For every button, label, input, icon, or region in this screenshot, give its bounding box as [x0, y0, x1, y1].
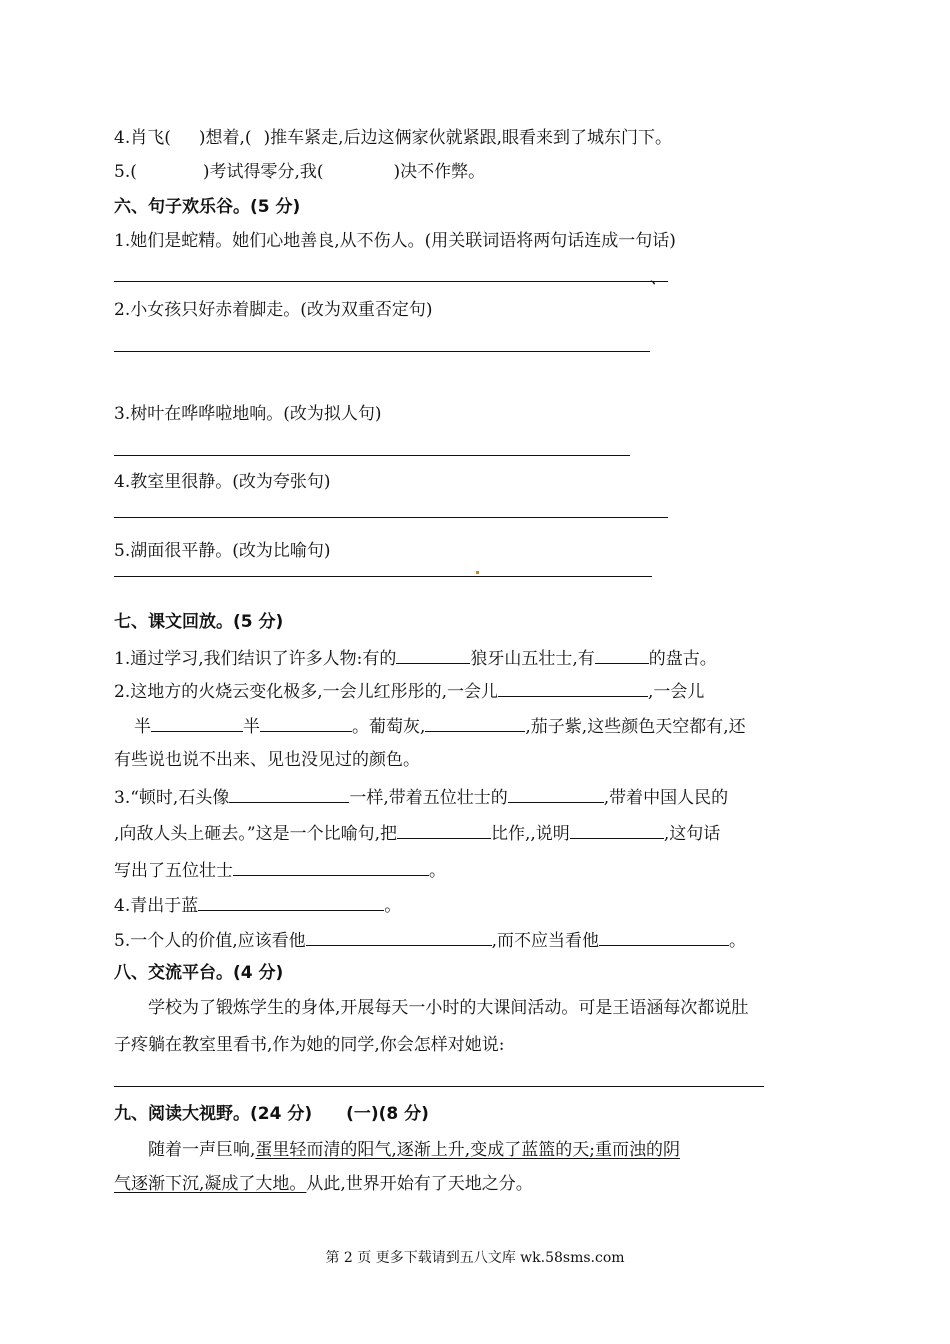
stray-mark [476, 571, 479, 574]
s7-question-2-line-3: 有些说也说不出来、见也没见过的颜色。 [114, 750, 420, 770]
s6-answer-line-5[interactable] [114, 576, 652, 577]
s6-answer-line-4[interactable] [114, 517, 668, 518]
s6-question-4: 4.教室里很静。(改为夸张句) [114, 472, 331, 492]
section-8-heading: 八、交流平台。(4 分) [114, 963, 284, 983]
section-9-heading: 九、阅读大视野。(24 分) (一)(8 分) [114, 1104, 429, 1124]
blank[interactable] [151, 713, 243, 732]
blank[interactable] [198, 892, 384, 911]
blank[interactable] [306, 927, 492, 946]
s6-answer-1-mark: 、 [650, 268, 667, 288]
s7-question-3-line-3: 写出了五位壮士 。 [114, 857, 446, 883]
s6-question-2: 2.小女孩只好赤着脚走。(改为双重否定句) [114, 300, 433, 320]
blank[interactable] [233, 857, 429, 876]
s7-question-2-line-2: 半 半 。葡萄灰, ,茄子紫,这些颜色天空都有,还 [134, 713, 746, 739]
s7-question-2-line-1: 2.这地方的火烧云变化极多,一会儿红彤彤的,一会儿 ,一会儿 [114, 678, 704, 704]
s6-answer-line-2[interactable] [114, 351, 650, 352]
s6-question-5: 5.湖面很平静。(改为比喻句) [114, 541, 331, 561]
s6-answer-line-1[interactable] [114, 281, 668, 282]
blank[interactable] [396, 645, 470, 664]
section-6-heading: 六、句子欢乐谷。(5 分) [114, 197, 301, 217]
s8-answer-line[interactable] [114, 1086, 764, 1087]
blank[interactable] [498, 678, 648, 697]
s6-answer-line-3[interactable] [114, 455, 630, 456]
s7-question-3-line-2: ,向敌人头上砸去。”这是一个比喻句,把 比作,,说明 ,这句话 [114, 820, 720, 846]
s8-paragraph-line-2: 子疼躺在教室里看书,作为她的同学,你会怎样对她说: [114, 1035, 505, 1055]
blank[interactable] [570, 820, 664, 839]
s6-question-3: 3.树叶在哗哗啦地响。(改为拟人句) [114, 404, 382, 424]
section-7-heading: 七、课文回放。(5 分) [114, 612, 284, 632]
page-footer: 第 2 页 更多下载请到五八文库 wk.58sms.com [325, 1250, 625, 1266]
item-4: 4.肖飞( )想着,( )推车紧走,后边这俩家伙就紧跟,眼看来到了城东门下。 [114, 128, 672, 148]
blank[interactable] [397, 820, 491, 839]
blank[interactable] [229, 784, 349, 803]
blank[interactable] [599, 927, 729, 946]
blank[interactable] [508, 784, 604, 803]
s7-question-3-line-1: 3.“顿时,石头像 一样,带着五位壮士的 ,带着中国人民的 [114, 784, 728, 810]
s9-passage-line-1: 随着一声巨响,蛋里轻而清的阳气,逐渐上升,变成了蓝篮的天;重而浊的阴 [148, 1140, 680, 1160]
item-5: 5.( )考试得零分,我( )决不作弊。 [114, 162, 486, 182]
s7-question-5: 5.一个人的价值,应该看他 ,而不应当看他 。 [114, 927, 746, 953]
s9-passage-line-2: 气逐渐下沉,凝成了大地。从此,世界开始有了天地之分。 [114, 1174, 533, 1194]
blank[interactable] [595, 645, 649, 664]
s7-question-4: 4.青出于蓝 。 [114, 892, 401, 918]
blank[interactable] [425, 713, 525, 732]
blank[interactable] [260, 713, 352, 732]
s6-question-1: 1.她们是蛇精。她们心地善良,从不伤人。(用关联词语将两句话连成一句话) [114, 231, 676, 251]
s8-paragraph-line-1: 学校为了锻炼学生的身体,开展每天一小时的大课间活动。可是王语涵每次都说肚 [148, 998, 749, 1018]
s7-question-1: 1.通过学习,我们结识了许多人物:有的 狼牙山五壮士,有 的盘古。 [114, 645, 717, 671]
